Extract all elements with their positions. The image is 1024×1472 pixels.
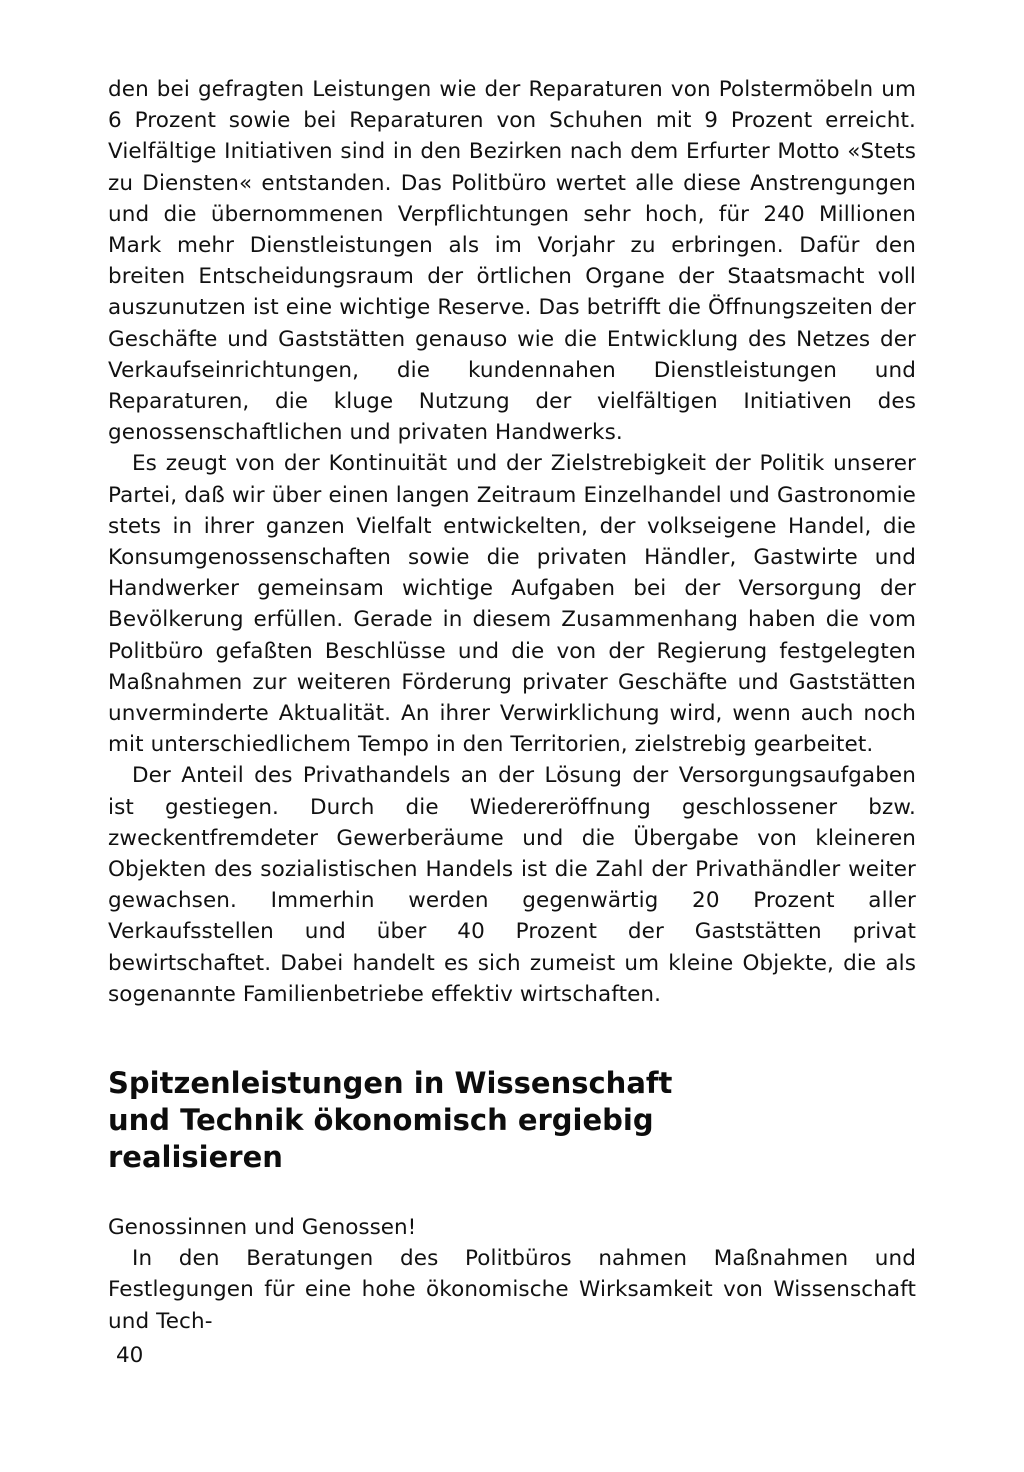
paragraph-deliberations: In den Beratungen des Politbüros nahmen Maßnahmen und Festlegungen für eine hohe ökonomische Wirksamkeit von Wissenschaft und Tech- [108,1246,916,1334]
salutation: Genossinnen und Genossen! [108,1215,417,1240]
paragraph-services: den bei gefragten Leistungen wie der Reparaturen von Polstermöbeln um 6 Prozent sowie bei Reparaturen von Schuhen mit 9 Prozent erreicht. Vielfältige Initiativen sind in den Bezirken nach dem Erfurter Motto «Stets zu Diensten« entstanden. Das Politbüro wertet alle diese Anstrengungen und die übernommenen Verpflichtungen sehr hoch, für 240 Millionen Mark mehr Dienstleistungen als im Vorjahr zu erbringen. Dafür den breiten Entscheidungsraum der örtlichen Organe der Staatsmacht voll auszunutzen ist eine wichtige Reserve. Das betrifft die Öffnungszeiten der Geschäfte und Gaststätten genauso wie die Entwicklung des Netzes der Verkaufseinrichtungen, die kundennahen Dienstleistungen und Reparaturen, die kluge Nutzung der vielfältigen Initiativen des genossenschaftlichen und privaten Handwerks. [108,77,916,446]
section-body [108,1212,916,1337]
paragraph-private-trade: Der Anteil des Privathandels an der Lösung der Versorgungsaufgaben ist gestiegen. Durch die Wiedereröffnung geschlossener bzw. zweckentfremdeter Gewerberäume und die Übergabe von kleineren Objekten des sozialistischen Handels ist die Zahl der Privathändler weiter gewachsen. Immerhin werden gegenwärtig 20 Prozent aller Verkaufsstellen und über 40 Prozent der Gaststätten privat bewirtschaftet. Dabei handelt es sich zumeist um kleine Objekte, die als sogenannte Familienbetriebe effektiv wirtschaften. [108,763,916,1007]
body-text [108,74,916,1010]
paragraph-continuity: Es zeugt von der Kontinuität und der Zielstrebigkeit der Politik unserer Partei, daß wir über einen langen Zeitraum Einzelhandel und Gastronomie stets in ihrer ganzen Vielfalt entwickelten, der volkseigene Handel, die Konsumgenossenschaften sowie die privaten Händler, Gastwirte und Handwerker gemeinsam wichtige Aufgaben bei der Versorgung der Bevölkerung erfüllen. Gerade in diesem Zusammenhang haben die vom Politbüro gefaßten Beschlüsse und die von der Regierung festgelegten Maßnahmen zur weiteren Förderung privater Geschäfte und Gaststätten unverminderte Aktualität. An ihrer Verwirklichung wird, wenn auch noch mit unterschiedlichem Tempo in den Territorien, zielstrebig gearbeitet. [108,451,916,758]
section-heading: Spitzenleistungen in Wissenschaft und Technik ökonomisch ergiebig realisieren [108,1066,673,1174]
page-number: 40 [116,1343,144,1368]
